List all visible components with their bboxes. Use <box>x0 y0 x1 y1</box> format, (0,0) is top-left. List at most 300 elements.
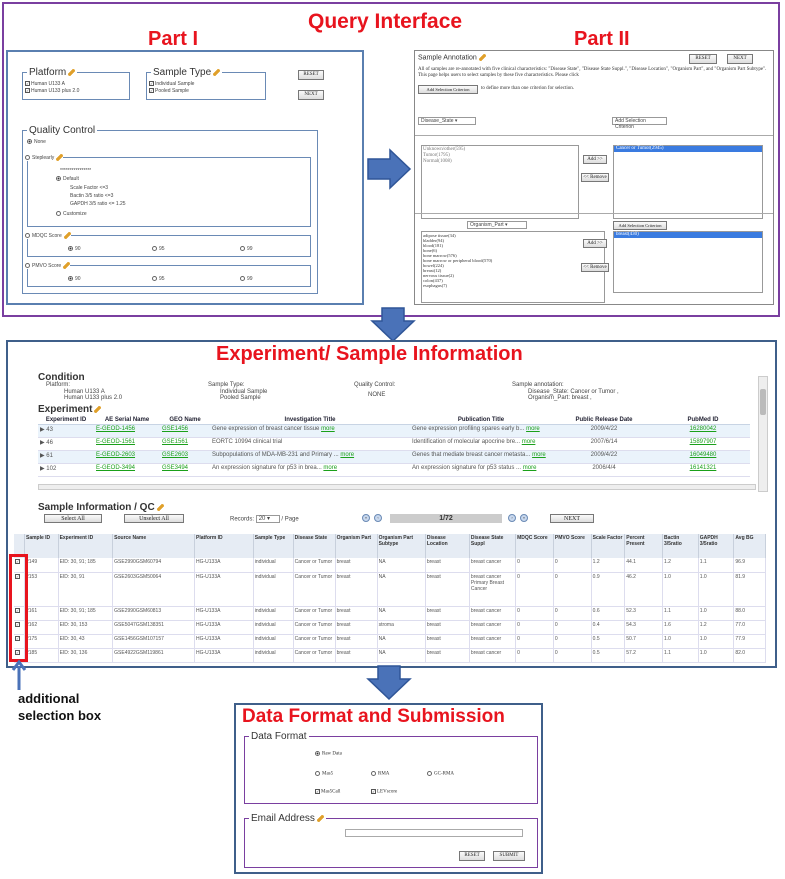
geo-link[interactable]: GSE1456 <box>162 426 189 432</box>
disease-state-available-list[interactable] <box>421 145 579 219</box>
radio-icon[interactable] <box>56 211 61 216</box>
pmvo-level[interactable]: 99 <box>240 276 253 282</box>
criterion-divider-2 <box>415 213 773 214</box>
condition-platform-value: Human U133 plus 2.0 <box>64 395 123 401</box>
table-cell: 2185 <box>24 648 58 662</box>
selection-box-highlight <box>9 554 28 662</box>
table-cell: 0.6 <box>591 606 625 620</box>
condition-qc-value: NONE <box>368 392 386 398</box>
vertical-scrollbar[interactable] <box>758 376 768 492</box>
table-cell: 0 <box>553 558 591 572</box>
more-link[interactable]: more <box>522 465 537 471</box>
column-header[interactable]: Disease Location <box>425 534 469 558</box>
publication-title: Genes that mediate breast cancer metasta... <box>412 452 531 458</box>
pmvo-level[interactable]: 90 <box>68 276 81 282</box>
organism-part-selected-list[interactable] <box>613 231 763 293</box>
prev-page-icon[interactable]: ‹ <box>374 514 382 522</box>
remove-button-2[interactable]: << Remove <box>581 263 609 272</box>
part2-label: Part II <box>574 28 630 50</box>
list-item[interactable]: Unknown/other(595) <box>423 147 466 152</box>
mdqc-level[interactable]: 95 <box>152 246 165 252</box>
next-page-icon[interactable]: › <box>508 514 516 522</box>
table-cell: individual <box>253 606 293 620</box>
sample-type-option[interactable]: ✓ Individual Sample <box>150 81 195 87</box>
release-date: 2007/6/14 <box>552 438 656 451</box>
table-cell: EID: 30, 43 <box>58 634 113 648</box>
table-cell: 1.2 <box>663 558 699 572</box>
query-interface-title: Query Interface <box>308 10 463 33</box>
format-option[interactable]: GC-RMA <box>427 771 454 778</box>
radio-icon[interactable] <box>25 155 30 160</box>
table-row[interactable]: ▶ 102 E-GEOD-3494 GSE3494 An expression signature for p53 in brea... more An expression signature for p53 status ... more 2006/4/4 16141321 <box>38 464 750 477</box>
table-cell: Cancer or Tumor <box>293 634 335 648</box>
annotation-description: All of samples are re-annotated with five clinical characteristics: "Disease State", "Disease State Suppl.", "Disease Location", "Organism Part", and "Organism Part Subtype". This page helps users to select samples by these five characteristics. Please click <box>418 67 767 78</box>
radio-icon[interactable] <box>152 276 157 281</box>
mdqc-level[interactable]: 90 <box>68 246 81 252</box>
table-cell: EID: 30, 91; 185 <box>58 606 113 620</box>
scrollbar-thumb[interactable] <box>760 389 766 415</box>
table-cell: 2149 <box>24 558 58 572</box>
radio-icon[interactable] <box>25 233 30 238</box>
table-cell: breast cancer Primary Breast Cancer <box>469 572 515 606</box>
qc-none-option[interactable]: None <box>27 139 46 145</box>
table-row[interactable]: ▶ 43 E-GEOD-1456 GSE1456 Gene expression of breast cancer tissue more Gene expression profiling spares early b... more 2009/4/22 16280042 <box>38 425 750 438</box>
radio-icon[interactable] <box>240 246 245 251</box>
radio-icon[interactable] <box>315 751 320 756</box>
table-cell: EID: 30, 91 <box>58 572 113 606</box>
column-header[interactable]: Investigation Title <box>210 416 410 425</box>
list-item[interactable]: nervous tissue(2) <box>423 273 454 278</box>
arrow-down-icon <box>370 307 416 343</box>
table-cell: 2175 <box>24 634 58 648</box>
table-cell: 1.1 <box>663 648 699 662</box>
part1-label: Part I <box>148 28 199 50</box>
organism-part-available-list[interactable] <box>421 231 605 303</box>
table-cell: GSE2603GSM50064 <box>113 572 195 606</box>
ae-link[interactable]: E-GEOD-3494 <box>96 465 136 471</box>
checkbox[interactable]: ✓ <box>372 789 376 794</box>
table-cell: Cancer or Tumor <box>293 648 335 662</box>
checkbox[interactable]: ✓ <box>150 81 154 87</box>
next-button[interactable]: NEXT <box>298 90 324 100</box>
wrench-icon <box>68 69 75 76</box>
last-page-icon[interactable]: » <box>520 514 528 522</box>
column-header[interactable]: GAPDH 3/5ratio <box>698 534 734 558</box>
table-cell: 57.2 <box>625 648 663 662</box>
investigation-title: Gene expression of breast cancer tissue <box>212 426 320 432</box>
part2-panel <box>414 50 774 305</box>
table-cell: 0.9 <box>591 572 625 606</box>
column-header[interactable]: Scale Factor <box>591 534 625 558</box>
radio-icon[interactable] <box>25 263 30 268</box>
table-cell: 81.9 <box>734 572 766 606</box>
platform-option[interactable]: ✓ Human U133 A <box>26 81 65 87</box>
format-option[interactable]: RMA <box>371 771 389 778</box>
condition-sample-type-label: Sample Type: <box>208 382 245 388</box>
condition-platform-value: Human U133 A <box>64 389 105 395</box>
records-select[interactable]: 20 ▾ <box>256 515 280 523</box>
investigation-title: An expression signature for p53 in brea... <box>212 465 322 471</box>
pubmed-link[interactable]: 16049480 <box>689 452 717 458</box>
ae-link[interactable]: E-GEOD-2603 <box>96 452 136 458</box>
table-cell: Cancer or Tumor <box>293 558 335 572</box>
table-cell: breast cancer <box>469 620 515 634</box>
experiment-table-wrap <box>38 416 750 477</box>
table-cell: 1.0 <box>663 634 699 648</box>
condition-heading: Condition <box>38 372 85 383</box>
release-date: 2009/4/22 <box>552 451 656 464</box>
customize-option[interactable]: Customize <box>56 211 87 217</box>
column-header[interactable]: Percent Present <box>625 534 663 558</box>
table-cell: 44.1 <box>625 558 663 572</box>
list-item[interactable]: bone marrow(576) <box>423 253 457 258</box>
platform-legend: Platform <box>27 67 77 78</box>
column-header[interactable]: Avg BG <box>734 534 766 558</box>
table-cell: 0.5 <box>591 634 625 648</box>
table-cell: 46.2 <box>625 572 663 606</box>
list-item[interactable]: Tumor(1795) <box>423 153 450 158</box>
reset-button[interactable]: RESET <box>298 70 324 80</box>
release-date: 2009/4/22 <box>552 425 656 438</box>
table-cell: individual <box>253 648 293 662</box>
table-cell: 0 <box>553 634 591 648</box>
table-cell: 0 <box>553 606 591 620</box>
row-select-checkbox[interactable]: ✓ <box>16 573 20 579</box>
publication-title: Identification of molecular apocrine bre... <box>412 439 521 445</box>
list-item[interactable]: bone(6) <box>423 248 437 253</box>
table-cell: breast cancer <box>469 634 515 648</box>
arrow-down-icon <box>366 665 412 701</box>
checkbox[interactable]: ✓ <box>26 81 30 87</box>
arrow-right-icon <box>366 148 412 190</box>
submit-button[interactable]: SUBMIT <box>493 851 525 861</box>
table-cell: 0 <box>516 648 554 662</box>
column-header[interactable]: Disease State Suppl <box>469 534 515 558</box>
table-cell: EID: 30, 91; 185 <box>58 558 113 572</box>
table-cell: HG-U133A <box>195 606 254 620</box>
radio-icon[interactable] <box>315 771 320 776</box>
checkbox[interactable]: ✓ <box>150 88 154 94</box>
list-item-selected[interactable]: Cancer or Tumor(2945) <box>614 146 762 152</box>
more-link[interactable]: more <box>521 439 536 445</box>
wrench-icon <box>94 406 101 413</box>
checkbox[interactable]: ✓ <box>316 789 320 794</box>
table-cell: NA <box>377 572 425 606</box>
table-cell: breast <box>335 606 377 620</box>
sample-info-heading: Sample Information / QC <box>38 502 164 513</box>
table-cell: 0 <box>516 620 554 634</box>
table-cell: 1.2 <box>698 620 734 634</box>
column-header[interactable]: Source Name <box>113 534 195 558</box>
sample-table <box>14 534 766 663</box>
list-item[interactable]: breast(12) <box>423 268 442 273</box>
table-cell: EID: 30, 153 <box>58 620 113 634</box>
list-item[interactable]: esophagus(7) <box>423 283 447 288</box>
column-header[interactable]: Platform ID <box>195 534 254 558</box>
table-row[interactable] <box>14 572 766 606</box>
table-cell: breast <box>335 648 377 662</box>
table-cell: 1.6 <box>663 620 699 634</box>
mdqc-level[interactable]: 99 <box>240 246 253 252</box>
column-header[interactable]: PMVO Score <box>553 534 591 558</box>
scale-factor-text: Scale Factor <=3 <box>70 185 109 191</box>
table-cell: NA <box>377 558 425 572</box>
table-cell: breast <box>425 558 469 572</box>
format-option[interactable]: Mas5 <box>315 771 333 778</box>
table-cell: 1.0 <box>663 572 699 606</box>
more-link[interactable]: more <box>323 465 338 471</box>
format-option[interactable]: ✓ Mas5Call <box>316 789 341 795</box>
experiment-id: 46 <box>46 440 53 446</box>
column-header[interactable]: AE Serial Name <box>94 416 160 425</box>
condition-sample-type-value: Pooled Sample <box>220 395 261 401</box>
experiment-title: Experiment/ Sample Information <box>216 343 523 365</box>
table-cell: breast <box>425 620 469 634</box>
more-link[interactable]: more <box>340 452 355 458</box>
table-cell: GSE2990GSM60813 <box>113 606 195 620</box>
row-select-checkbox[interactable]: ✓ <box>16 559 20 565</box>
sample-type-legend: Sample Type <box>151 67 222 78</box>
table-cell: GSE2990GSM60794 <box>113 558 195 572</box>
table-cell: 1.2 <box>591 558 625 572</box>
annotation-reset-button[interactable]: RESET <box>689 54 717 64</box>
ae-link[interactable]: E-GEOD-1561 <box>96 439 136 445</box>
row-select-checkbox[interactable]: ✓ <box>16 607 20 613</box>
pubmed-link[interactable]: 16280042 <box>689 426 717 432</box>
radio-icon[interactable] <box>427 771 432 776</box>
reset-button[interactable]: RESET <box>459 851 485 861</box>
column-header[interactable]: PubMed ID <box>656 416 750 425</box>
condition-qc-label: Quality Control: <box>354 382 396 388</box>
sample-table-wrap <box>14 534 766 663</box>
list-item-selected[interactable]: breast(430) <box>614 232 762 238</box>
table-cell: stroma <box>377 620 425 634</box>
radio-icon[interactable] <box>68 246 73 251</box>
mdqc-fieldset <box>27 232 311 257</box>
table-cell: 96.9 <box>734 558 766 572</box>
table-cell: 2162 <box>24 620 58 634</box>
table-cell: GSE4922GSM119861 <box>113 648 195 662</box>
table-cell: 52.3 <box>625 606 663 620</box>
table-cell: 1.0 <box>698 648 734 662</box>
table-cell: 0 <box>516 558 554 572</box>
list-item[interactable]: bone marrow or peripheral blood(570) <box>423 258 493 263</box>
list-item[interactable]: adipose tissue(34) <box>423 233 456 238</box>
radio-icon[interactable] <box>152 246 157 251</box>
table-cell: 2153 <box>24 572 58 606</box>
unselect-all-button[interactable]: Unselect All <box>124 514 184 523</box>
pubmed-link[interactable]: 16141321 <box>689 465 717 471</box>
wrench-icon <box>213 69 220 76</box>
condition-annotation-label: Sample annotation: <box>512 382 564 388</box>
wrench-icon <box>317 815 324 822</box>
platform-fieldset <box>22 67 130 100</box>
table-cell: 0 <box>516 572 554 606</box>
table-cell: individual <box>253 620 293 634</box>
column-header[interactable]: GEO Name <box>160 416 210 425</box>
list-item[interactable]: colon(437) <box>423 278 443 283</box>
table-cell: GSE5047GSM138351 <box>113 620 195 634</box>
column-header[interactable]: Disease State <box>293 534 335 558</box>
table-cell: individual <box>253 558 293 572</box>
email-legend: Email Address <box>249 813 326 824</box>
column-header[interactable]: Experiment ID <box>38 416 94 425</box>
column-header[interactable]: Organism Part <box>335 534 377 558</box>
more-link[interactable]: more <box>526 426 540 432</box>
stars-text: **************** <box>60 168 92 174</box>
table-cell: HG-U133A <box>195 634 254 648</box>
experiment-id: 61 <box>46 453 53 459</box>
investigation-title: Subpopulations of MDA-MB-231 and Primary ... <box>212 452 339 458</box>
disease-state-selected-list[interactable] <box>613 145 763 219</box>
wrench-icon <box>63 262 70 269</box>
table-cell: breast <box>335 572 377 606</box>
email-input[interactable] <box>345 829 523 837</box>
platform-option[interactable]: ✓ Human U133 plus 2.0 <box>26 88 80 94</box>
format-option[interactable]: ✓ LEVscore <box>372 789 398 795</box>
column-header[interactable]: Publication Title <box>410 416 552 425</box>
list-item[interactable]: bladder(94) <box>423 238 444 243</box>
format-option[interactable]: Raw Data <box>315 751 342 758</box>
geo-link[interactable]: GSE2603 <box>162 452 189 458</box>
table-cell: HG-U133A <box>195 572 254 606</box>
table-cell: 88.0 <box>734 606 766 620</box>
pubmed-link[interactable]: 15897907 <box>689 439 717 445</box>
table-row[interactable]: ▶ 61 E-GEOD-2603 GSE2603 Subpopulations of MDA-MB-231 and Primary ... more Genes that mediate breast cancer metasta... more 2009/4/22 16049480 <box>38 451 750 464</box>
add-selection-criterion-button[interactable]: Add Selection Criterion <box>418 85 478 94</box>
table-cell: 0 <box>553 648 591 662</box>
add-selection-criterion-button-2[interactable]: Add Selection Criterion <box>612 117 667 125</box>
add-button-2[interactable]: Add >> <box>583 239 607 248</box>
radio-icon[interactable] <box>27 139 32 144</box>
experiment-id: 43 <box>46 427 53 433</box>
bactin-text: Bactin 3/5 ratio <=3 <box>70 193 114 199</box>
gapdh-text: GAPDH 3/5 ratio <= 1.25 <box>70 201 126 207</box>
condition-annotation-value: Disease_State: Cancer or Tumor , <box>528 389 619 395</box>
table-cell: EID: 30, 136 <box>58 648 113 662</box>
table-cell: breast <box>425 572 469 606</box>
disease-state-select[interactable]: Disease_State ▾ <box>418 117 476 125</box>
wrench-icon <box>479 54 486 61</box>
data-format-fieldset <box>244 731 538 804</box>
sample-next-button[interactable]: NEXT <box>550 514 594 523</box>
table-cell: 1.0 <box>698 634 734 648</box>
geo-link[interactable]: GSE1561 <box>162 439 189 445</box>
column-header[interactable]: Experiment ID <box>58 534 113 558</box>
radio-icon[interactable] <box>240 276 245 281</box>
table-cell: breast <box>335 558 377 572</box>
table-cell: breast <box>425 634 469 648</box>
ae-link[interactable]: E-GEOD-1456 <box>96 426 136 432</box>
experiment-id: 102 <box>46 466 57 472</box>
list-item[interactable]: bowel(224) <box>423 263 444 268</box>
steplearly-option[interactable]: Steplearly <box>25 154 63 161</box>
criterion-divider <box>415 135 773 136</box>
first-page-icon[interactable]: « <box>362 514 370 522</box>
add-button[interactable]: Add >> <box>583 155 607 164</box>
wrench-icon <box>64 232 71 239</box>
table-row[interactable] <box>14 634 766 648</box>
table-row[interactable]: ▶ 46 E-GEOD-1561 GSE1561 EORTC 10994 clinical trial Identification of molecular apocrine bre... more 2007/6/14 15897907 <box>38 438 750 451</box>
geo-link[interactable]: GSE3494 <box>162 465 189 471</box>
table-row[interactable] <box>14 620 766 634</box>
table-cell: 54.3 <box>625 620 663 634</box>
table-cell: 0 <box>516 606 554 620</box>
submission-title: Data Format and Submission <box>242 706 505 727</box>
additional-selection-note: additional selection box <box>18 691 102 723</box>
horizontal-scrollbar[interactable] <box>38 484 756 490</box>
sample-type-fieldset <box>146 67 266 100</box>
radio-icon[interactable] <box>371 771 376 776</box>
column-header[interactable]: Sample ID <box>24 534 58 558</box>
column-header[interactable]: Organism Part Subtype <box>377 534 425 558</box>
table-row[interactable] <box>14 558 766 572</box>
table-cell: breast cancer <box>469 648 515 662</box>
row-select-checkbox[interactable]: ✓ <box>16 621 20 627</box>
table-cell: HG-U133A <box>195 558 254 572</box>
investigation-title: EORTC 10994 clinical trial <box>212 439 283 445</box>
table-cell: 0 <box>553 620 591 634</box>
radio-icon[interactable] <box>56 176 61 181</box>
more-link[interactable]: more <box>532 452 546 458</box>
pmvo-fieldset <box>27 262 311 287</box>
table-cell: breast <box>335 634 377 648</box>
table-row[interactable] <box>14 648 766 662</box>
column-header[interactable]: MDQC Score <box>516 534 554 558</box>
column-header[interactable]: Sample Type <box>253 534 293 558</box>
list-item[interactable]: Normal(1008) <box>423 159 452 164</box>
remove-button[interactable]: << Remove <box>581 173 609 182</box>
table-cell: breast <box>425 606 469 620</box>
add-selection-criterion-button-3[interactable]: Add Selection Criterion <box>613 221 667 230</box>
more-link[interactable]: more <box>321 426 335 432</box>
steplearly-fieldset <box>27 154 311 227</box>
publication-title: An expression signature for p53 status ... <box>412 465 522 471</box>
table-cell: 50.7 <box>625 634 663 648</box>
list-item[interactable]: blood(181) <box>423 243 443 248</box>
organism-part-select[interactable]: Organism_Part ▾ <box>467 221 527 229</box>
row-select-checkbox[interactable]: ✓ <box>16 649 20 655</box>
arrow-up-icon <box>12 660 26 692</box>
column-header[interactable]: Public Release Date <box>552 416 656 425</box>
radio-icon[interactable] <box>68 276 73 281</box>
table-cell: 82.0 <box>734 648 766 662</box>
table-cell: HG-U133A <box>195 648 254 662</box>
table-cell: individual <box>253 634 293 648</box>
page-indicator: 1/72 <box>390 514 502 523</box>
table-cell: 77.9 <box>734 634 766 648</box>
sample-type-option[interactable]: ✓ Pooled Sample <box>150 88 189 94</box>
column-header[interactable]: Bactin 3/5ratio <box>663 534 699 558</box>
annotation-next-button[interactable]: NEXT <box>727 54 753 64</box>
default-option[interactable]: Default <box>56 176 79 182</box>
wrench-icon <box>56 154 63 161</box>
table-cell: 1.1 <box>663 606 699 620</box>
table-row[interactable] <box>14 606 766 620</box>
table-cell: individual <box>253 572 293 606</box>
table-cell: Cancer or Tumor <box>293 606 335 620</box>
checkbox[interactable]: ✓ <box>26 88 30 94</box>
pmvo-option[interactable]: PMVO Score <box>25 262 70 269</box>
mdqc-option[interactable]: MDQC Score <box>25 232 71 239</box>
table-cell: 1.0 <box>698 606 734 620</box>
select-all-button[interactable]: Select All <box>44 514 102 523</box>
pmvo-level[interactable]: 95 <box>152 276 165 282</box>
experiment-table <box>38 416 750 477</box>
table-cell: HG-U133A <box>195 620 254 634</box>
table-cell: 0.4 <box>591 620 625 634</box>
row-select-checkbox[interactable]: ✓ <box>16 635 20 641</box>
